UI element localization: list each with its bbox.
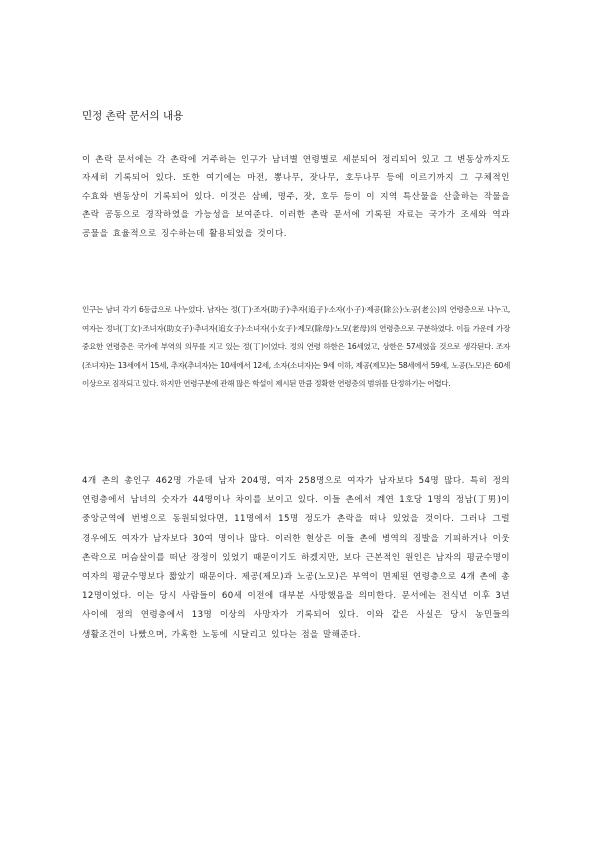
paragraph-age-classes: 인구는 남녀 각기 6등급으로 나누었다. 남자는 정(丁)·조자(助子)·추자(追子)·소자(小子)·제공(除公)·노공(老公)의 연령층으로 나누고, 여자는 정녀(丁女)·조녀자(助女子)·추녀자(追女子)·소녀자(小女子)·제모(除母)·노모(老母)의 연령층으로 구분하였다. 이들 가운데 가장 중요한 연령층은 국가에 부역의 의무를 지고 있는 정(丁)이었다. 정의 연령 하한은 16세였고, 상한은 57세였을 것으로 생각된다. 조자(조녀자)는 13세에서 15세, 추자(추녀자)는 10세에서 12세, 소자(소녀자)는 9세 이하, 제공(제모)는 58세에서 59세, 노공(노모)은 60세 이상으로 짐작되고 있다. 하지만 연령구분에 관해 많은 학설이 제시된 만큼 정확한 연령층의 범위를 단정하기는 어렵다.	[82, 305, 510, 389]
paragraph-population: 4개 촌의 총인구 462명 가운데 남자 204명, 여자 258명으로 여자가 남자보다 54명 많다. 특히 정의 연령층에서 남녀의 숫자가 44명이나 차이를 보이고 있다. 이들 촌에서 계연 1호당 1명의 정남(丁男)이 중앙군역에 번병으로 동원되었다면, 11명에서 15명 정도가 촌락을 떠나 있었을 것이다. 그러나 그럴 경우에도 여자가 남자보다 30여 명이나 많다. 이러한 현상은 이들 촌에 병역의 징발을 기피하거나 이웃 촌락으로 머슴살이를 떠난 장정이 있었기 때문이기도 하겠지만, 보다 근본적인 원인은 남자의 평균수명이 여자의 평균수명보다 짧았기 때문이다. 제공(제모)과 노공(노모)은 부역이 면제된 연령층으로 4개 촌에 총 12명이었다. 이는 당시 사람들이 60세 이전에 대부분 사망했음을 의미한다. 문서에는 전식년 이후 3년 사이에 정의 연령층에서 13명 이상의 사망자가 기록되어 있다. 이와 같은 사실은 당시 농민들의 생활조건이 나빴으며, 가혹한 노동에 시달리고 있다는 점을 말해준다.	[82, 476, 510, 640]
document-title: 민정 촌락 문서의 내용	[82, 110, 184, 122]
paragraph-village-records: 이 촌락 문서에는 각 촌락에 거주하는 인구가 남녀별 연령별로 세분되어 정리되어 있고 그 변동상까지도 자세히 기록되어 있다. 또한 여기에는 마전, 뽕나무, 잣나무, 호두나무 등에 이르기까지 그 구체적인 수효와 변동상이 기록되어 있다. 이것은 삼베, 명주, 잣, 호두 등이 이 지역 특산물을 산출하는 작물을 촌락 공동으로 경작하였을 가능성을 보여준다. 이러한 촌락 문서에 기록된 자료는 국가가 조세와 역과 공물을 효율적으로 징수하는데 활용되었을 것이다.	[82, 155, 510, 239]
